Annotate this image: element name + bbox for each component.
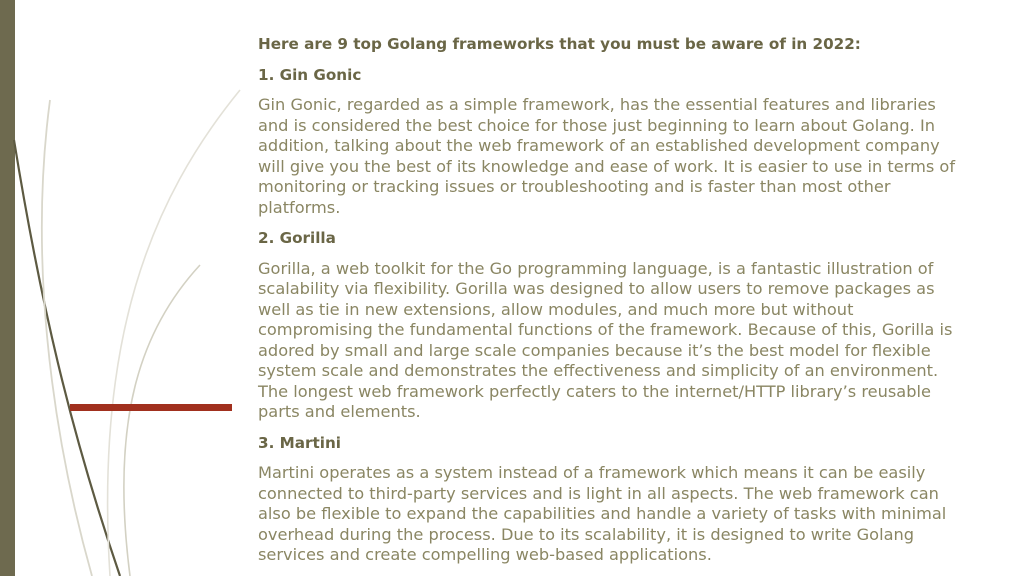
section-body-gorilla: Gorilla, a web toolkit for the Go programming language, is a fantastic illustration of scalability via flexibility. Gorilla was designed to allow users to remove packages as well as tie in new extensions, allow modules, and much more but without compromising the fundamental functions of the framework. Because of this, Gorilla is adored by small and large scale companies because it’s the best model for flexible system scale and demonstrates the effectiveness and simplicity of an environment. The longest web framework perfectly caters to the internet/HTTP library’s reusable parts and elements. <box>258 258 953 421</box>
intro-heading: Here are 9 top Golang frameworks that you must be aware of in 2022: <box>258 35 861 53</box>
section-body-gin-gonic: Gin Gonic, regarded as a simple framework, has the essential features and libraries and is considered the best choice for those just beginning to learn about Golang. In addition, talking about the web framework of an established development company will give you the best of its knowledge and ease of work. It is easier to use in terms of monitoring or tracking issues or troubleshooting and is faster than most other platforms. <box>258 95 956 217</box>
section-heading-gorilla: 2. Gorilla <box>258 229 336 247</box>
slide-content <box>258 34 970 576</box>
section-body-martini: Martini operates as a system instead of a framework which means it can be easily connected to third-party services and is light in all aspects. The web framework can also be flexible to expand the capabilities and handle a variety of tasks with minimal overhead during the process. Due to its scalability, it is designed to write Golang services and create compelling web-based applications. <box>258 463 947 564</box>
section-heading-gin-gonic: 1. Gin Gonic <box>258 65 362 84</box>
section-heading-martini: 3. Martini <box>258 433 341 452</box>
decorative-curves <box>0 0 260 576</box>
accent-bar <box>70 404 232 411</box>
